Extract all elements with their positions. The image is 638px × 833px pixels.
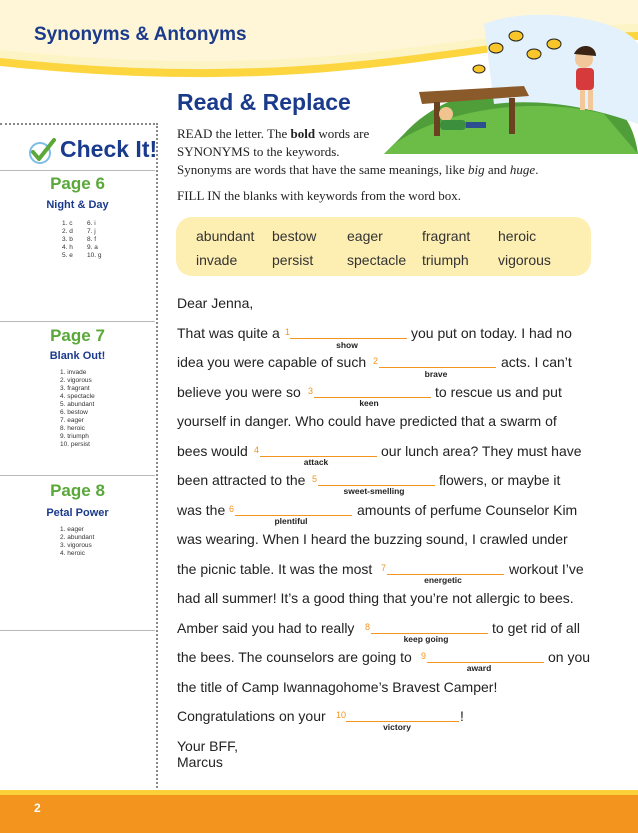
word-box-word: fragrant <box>422 228 471 244</box>
answer: 2. vigorous <box>60 377 92 384</box>
blank-number: 1 <box>285 327 291 337</box>
column-divider <box>156 123 158 788</box>
letter-line: to rescue us and put <box>435 384 562 400</box>
blank-number: 8 <box>365 622 371 632</box>
answer-blank-3[interactable] <box>314 384 431 398</box>
answer-list <box>62 220 73 260</box>
answer-blank-5[interactable] <box>318 472 435 486</box>
blank-keyword: attack <box>303 457 329 467</box>
word-box-word: eager <box>347 228 383 244</box>
letter-line: been attracted to the <box>177 472 306 488</box>
section-title: Synonyms & Antonyms <box>34 24 247 45</box>
word-box-word: heroic <box>498 228 537 244</box>
blank-keyword: show <box>336 340 358 350</box>
answer: 7. eager <box>60 417 84 424</box>
letter-line: on you <box>548 649 591 665</box>
answer-blank-6[interactable] <box>235 502 352 516</box>
letter-line: Congratulations on your <box>177 708 326 724</box>
answer-list <box>60 526 94 558</box>
page-8-subtitle: Petal Power <box>46 507 109 519</box>
blank-keyword: sweet-smelling <box>343 486 405 496</box>
answer: 8. heroic <box>60 425 85 432</box>
footer-band <box>0 795 638 833</box>
blank-number: 4 <box>254 445 260 455</box>
instruction-line: FILL IN the blanks with keywords from the word box. <box>177 188 462 203</box>
answer-blank-4[interactable] <box>260 443 377 457</box>
blank-number: 6 <box>229 504 235 514</box>
word-box-word: abundant <box>196 228 255 244</box>
letter-line: Amber said you had to really <box>177 620 355 636</box>
blank-keyword: brave <box>424 369 448 379</box>
letter-line: you put on today. I had no <box>411 325 572 341</box>
answer-blank-2[interactable] <box>379 354 496 368</box>
word-box-word: persist <box>272 252 314 268</box>
answer: 6. i <box>87 220 96 227</box>
word-box-word: bestow <box>272 228 317 244</box>
letter-line: flowers, or maybe it <box>439 472 561 488</box>
page-8-heading: Page 8 <box>50 481 105 500</box>
answer: 5. abundant <box>60 401 95 408</box>
word-box-word: triumph <box>422 252 469 268</box>
answer-blank-10[interactable] <box>346 708 459 722</box>
answer: 5. e <box>62 252 73 259</box>
answer: 9. triumph <box>60 433 89 440</box>
blank-number: 2 <box>373 356 379 366</box>
letter-line: believe you were so <box>177 384 301 400</box>
answer: 6. bestow <box>60 409 88 416</box>
answer-blank-9[interactable] <box>427 649 544 663</box>
answer-list <box>60 369 95 449</box>
answer: 2. abundant <box>60 534 95 541</box>
blank-keyword: keen <box>359 398 379 408</box>
blank-number: 9 <box>421 651 427 661</box>
blank-keyword: victory <box>383 722 411 732</box>
answer: 4. heroic <box>60 550 85 557</box>
blank-number: 7 <box>381 563 387 573</box>
answer: 4. h <box>62 244 73 251</box>
divider <box>0 630 155 631</box>
word-box-word: spectacle <box>347 252 407 268</box>
answer: 10. g <box>87 252 102 259</box>
letter-line: acts. I can’t <box>501 354 572 370</box>
page-6-heading: Page 6 <box>50 174 105 193</box>
instruction-line: SYNONYMS to the keywords. <box>177 144 340 159</box>
letter-line: had all summer! It’s a good thing that you’re not allergic to bees. <box>177 590 574 606</box>
letter-line: yourself in danger. Who could have predicted that a swarm of <box>177 413 557 429</box>
blank-keyword: plentiful <box>274 516 308 526</box>
checkmark-icon <box>28 137 56 165</box>
answer: 3. fragrant <box>60 385 90 392</box>
answer: 1. invade <box>60 369 87 376</box>
answer: 1. c <box>62 220 73 227</box>
blank-keyword: keep going <box>403 634 449 644</box>
page-7-subtitle: Blank Out! <box>49 350 106 362</box>
letter-signature: Marcus <box>177 754 223 770</box>
check-it-title: Check It! <box>60 136 158 162</box>
answer: 2. d <box>62 228 73 235</box>
answer-blank-8[interactable] <box>371 620 488 634</box>
letter-line: amounts of perfume Counselor Kim <box>357 502 578 518</box>
letter-line: That was quite a <box>177 325 280 341</box>
answer: 3. vigorous <box>60 542 92 549</box>
answer: 8. f <box>87 236 97 243</box>
letter-greeting: Dear Jenna, <box>177 295 254 311</box>
letter-line: bees would <box>177 443 248 459</box>
answer: 1. eager <box>60 526 84 533</box>
picnic-bees-illustration <box>384 14 638 154</box>
letter-closing: Your BFF, <box>177 738 238 754</box>
letter-line: the picnic table. It was the most <box>177 561 373 577</box>
blank-number: 3 <box>308 386 314 396</box>
divider <box>0 170 155 171</box>
divider-dotted <box>0 123 155 125</box>
word-box-word: vigorous <box>498 252 551 268</box>
letter-line: the title of Camp Iwannagohome’s Bravest Camper! <box>177 679 498 695</box>
answer: 10. persist <box>60 441 90 448</box>
letter-line: was the <box>177 502 226 518</box>
divider <box>0 321 155 322</box>
answer: 4. spectacle <box>60 393 95 400</box>
activity-title: Read & Replace <box>177 89 351 115</box>
letter-line: was wearing. When I heard the buzzing sound, I crawled under <box>177 531 568 547</box>
page-number: 2 <box>34 801 41 815</box>
letter-line: to get rid of all <box>492 620 580 636</box>
instruction-line: READ the letter. The bold words are <box>177 126 370 141</box>
blank-keyword: energetic <box>424 575 462 585</box>
letter-line: our lunch area? They must have <box>381 443 582 459</box>
page-6-subtitle: Night & Day <box>46 199 109 211</box>
letter-line: the bees. The counselors are going to <box>177 649 412 665</box>
divider <box>0 475 155 476</box>
answer: 3. b <box>62 236 73 243</box>
instruction-line: Synonyms are words that have the same meanings, like big and huge. <box>177 162 539 177</box>
answer-blank-1[interactable] <box>290 325 407 339</box>
blank-number: 5 <box>312 474 318 484</box>
word-box-word: invade <box>196 252 238 268</box>
letter-line: ! <box>460 708 464 724</box>
page-7-heading: Page 7 <box>50 326 105 345</box>
answer: 7. j <box>87 228 96 235</box>
letter-line: workout I’ve <box>509 561 584 577</box>
blank-keyword: award <box>466 663 492 673</box>
blank-number: 10 <box>336 710 347 720</box>
answer-blank-7[interactable] <box>387 561 504 575</box>
answer: 9. a <box>87 244 98 251</box>
letter-line: idea you were capable of such <box>177 354 367 370</box>
answer-list <box>87 220 101 260</box>
